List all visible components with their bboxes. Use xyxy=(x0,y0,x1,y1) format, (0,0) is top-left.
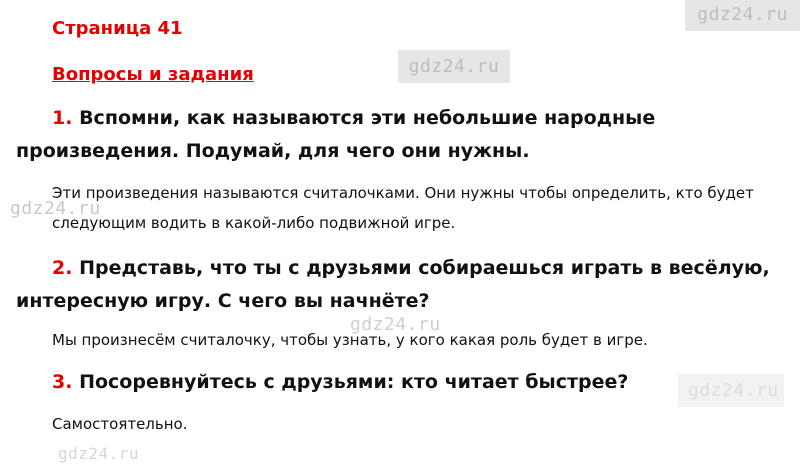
question-number: 1. xyxy=(52,107,73,129)
answer-3: Самостоятельно. xyxy=(52,415,188,433)
answer-2: Мы произнесём считалочку, чтобы узнать, у кого какая роль будет в игре. xyxy=(52,331,648,349)
question-3 xyxy=(16,366,786,399)
question-text: Вспомни, как называются эти небольшие народные произведения. Подумай, для чего они нужны. xyxy=(16,107,656,162)
question-1 xyxy=(16,102,786,168)
question-text: Представь, что ты с друзьями собираешься играть в весёлую, интересную игру. С чего вы начнёте? xyxy=(16,257,770,312)
watermark: gdz24.ru xyxy=(398,50,510,83)
section-title: Вопросы и задания xyxy=(52,64,254,85)
question-number: 2. xyxy=(52,257,73,279)
watermark: gdz24.ru xyxy=(685,0,800,31)
watermark: gdz24.ru xyxy=(58,444,140,463)
question-text: Посоревнуйтесь с друзьями: кто читает быстрее? xyxy=(79,371,629,393)
answer-1: Эти произведения называются считалочками. Они нужны чтобы определить, кто будет следующим водить в какой-либо подвижной игре. xyxy=(52,184,754,232)
watermark: gdz24.ru xyxy=(678,374,784,407)
page-title: Страница 41 xyxy=(52,18,183,39)
question-number: 3. xyxy=(52,371,73,393)
watermark: gdz24.ru xyxy=(350,314,441,335)
watermark: gdz24.ru xyxy=(10,198,101,219)
question-2 xyxy=(16,252,786,318)
